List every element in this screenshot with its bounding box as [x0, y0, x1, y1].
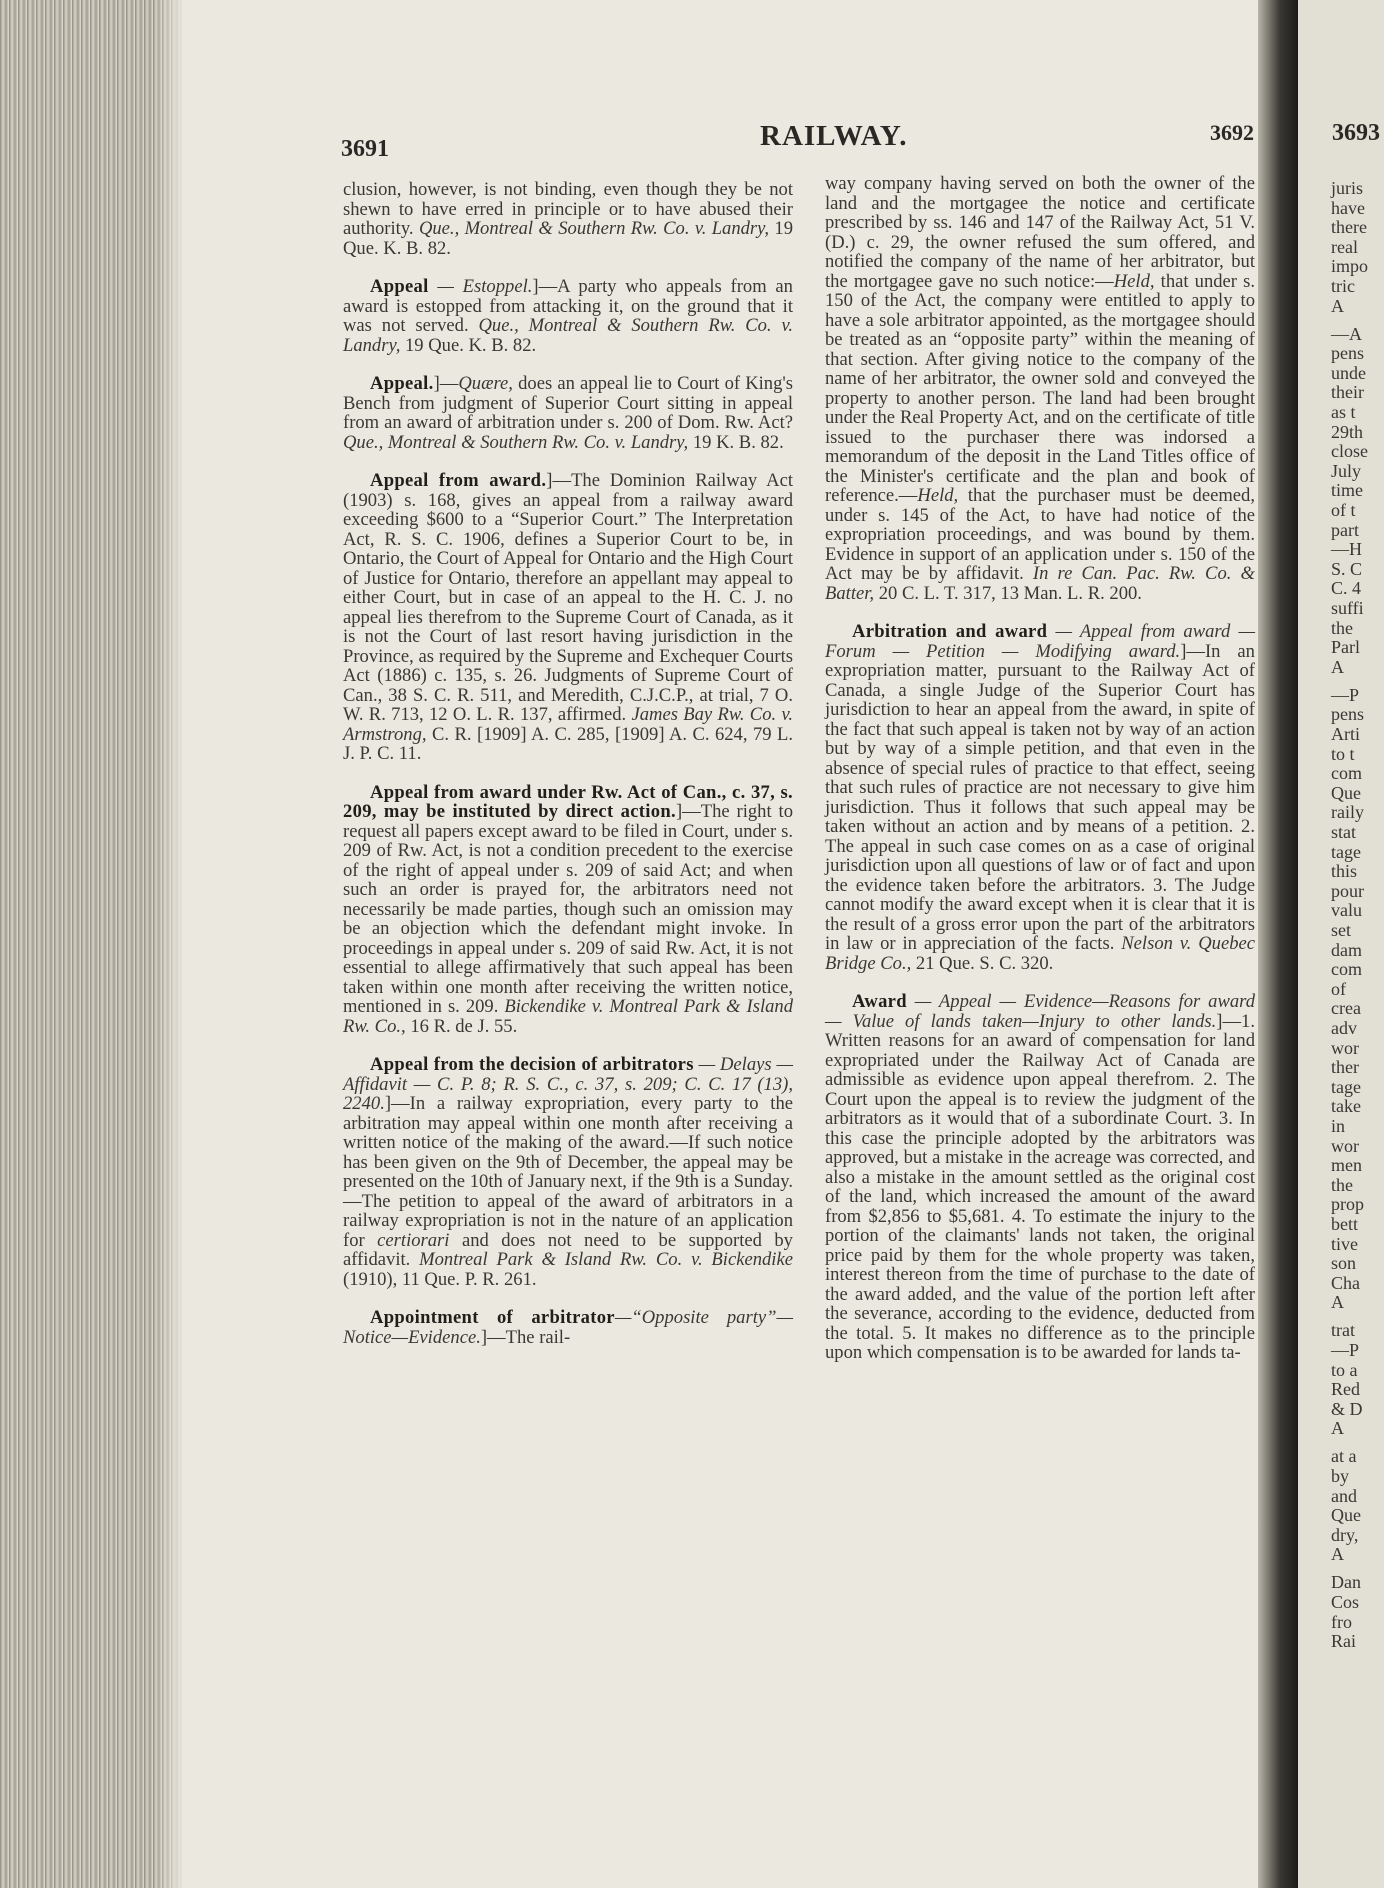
next-page-line: pens: [1331, 343, 1364, 364]
book-gutter: [1258, 0, 1298, 1888]
next-page-line: fro: [1331, 1611, 1352, 1632]
entry-continuation: clusion, however, is not binding, even though they be not shewn to have erred in principle or to have abused their authority. Que., Montreal & Southern Rw. Co. v. Landry, 19 Que. K. B. 82.: [343, 179, 793, 259]
next-page-line: tage: [1331, 1076, 1361, 1097]
next-page-line: Parl: [1331, 637, 1360, 658]
next-page-line: bett: [1331, 1214, 1358, 1234]
next-page-number: 3693: [1332, 120, 1380, 146]
next-page-line: ther: [1331, 1057, 1359, 1078]
next-page-line: to a: [1331, 1359, 1358, 1380]
next-page-line: S. C: [1331, 558, 1363, 579]
next-page-fragment: [1298, 0, 1384, 1888]
next-page-line: there: [1331, 217, 1367, 238]
entry-appeal-estoppel: Appeal — Estoppel.]—A party who appeals from an award is estopped from attacking it, on the ground that it was not served. Que., Montreal & Southern Rw. Co. v. Landry, 19 Que. K. B. 82.: [343, 276, 793, 356]
next-page-line: & D: [1331, 1398, 1363, 1419]
next-page-line: at a: [1331, 1446, 1357, 1467]
next-page-line: men: [1331, 1155, 1362, 1176]
next-page-line: Dan: [1331, 1572, 1361, 1593]
next-page-line: of t: [1331, 500, 1356, 520]
next-page-line: as t: [1331, 402, 1356, 422]
next-page-line: dry,: [1331, 1524, 1359, 1545]
next-page-line: the: [1331, 617, 1353, 638]
next-page-line: wor: [1331, 1037, 1359, 1058]
next-page-line: A: [1331, 1292, 1344, 1313]
next-page-line: time: [1331, 480, 1363, 501]
next-page-line: Red: [1331, 1379, 1360, 1400]
next-page-line: A: [1331, 295, 1344, 316]
next-page-line: com: [1331, 763, 1362, 784]
next-page-line: unde: [1331, 362, 1366, 383]
next-page-line: prop: [1331, 1194, 1364, 1215]
next-page-line: A: [1331, 1544, 1344, 1565]
next-page-line: in: [1331, 1116, 1346, 1136]
next-page-line: to t: [1331, 743, 1355, 764]
entry-appeal-from-award: Appeal from award.]—The Dominion Railway Act (1903) s. 168, gives an appeal from a railway award exceeding $600 to a “Superior Court.” The Interpretation Act, R. S. C. 1906, defines a Superior Court to be, in Ontario, the Court of Appeal for Ontario and the High Court of Justice for Ontario, therefore an appellant may appeal to either Court, but in case of an appeal to the H. C. J. no appeal lies therefrom to the Supreme Court of Canada, as it is not the Court of last resort having jurisdiction in the Province, as required by the Supreme and Exchequer Courts Act (1886) c. 135, s. 26. Judgments of Supreme Court of Can., 38 S. C. R. 511, and Meredith, C.J.C.P., at trial, 7 O. W. R. 713, 12 O. L. R. 137, affirmed. James Bay Rw. Co. v. Armstrong, C. R. [1909] A. C. 285, [1909] A. C. 624, 79 L. J. P. C. 11.: [343, 470, 793, 764]
next-page-line: wor: [1331, 1135, 1359, 1156]
next-page-line: July: [1331, 460, 1362, 481]
next-page-line: tric: [1331, 276, 1355, 296]
next-page-line: impo: [1331, 256, 1369, 277]
next-page-line: pens: [1331, 704, 1364, 725]
next-page-line: —P: [1331, 684, 1360, 705]
next-page-line: the: [1331, 1174, 1353, 1195]
next-page-line: by: [1331, 1466, 1349, 1486]
entry-arbitration-and-award: Arbitration and award — Appeal from award — Forum — Petition — Modifying award.]—In an expropriation matter, pursuant to the Railway Act of Canada, a single Judge of the Superior Court has jurisdiction to hear an appeal from the award, in spite of the fact that such appeal is taken not by way of an action but by way of a simple petition, and that even in the absence of special rules of practice to that effect, seeing that such rules of practice are not necessary to give him jurisdiction. Thus it follows that such appeal may be taken without an action and by means of a petition. 2. The appeal in such case comes on as a case of original jurisdiction upon all questions of law or of fact and upon the evidence taken before the arbitrators. 3. The Judge cannot modify the award except when it is clear that it is the result of a gross error upon the part of the arbitrators in law or in appreciation of the facts. Nelson v. Quebec Bridge Co., 21 Que. S. C. 320.: [825, 621, 1256, 974]
next-page-line: Que: [1331, 782, 1361, 803]
next-page-line: valu: [1331, 900, 1362, 921]
next-page-line: this: [1331, 861, 1358, 882]
next-page-line: suffi: [1331, 598, 1364, 618]
next-page-line: tive: [1331, 1233, 1358, 1254]
next-page-line: Rai: [1331, 1631, 1356, 1652]
next-page-line: tage: [1331, 841, 1361, 862]
entry-continuation-rail: way company having served on both the owner of the land and the mortgagee the notice and certificate prescribed by ss. 146 and 147 of the Railway Act, 51 V. (D.) c. 29, the owner refused the sum offered, and notified the company of the name of her arbitrator, but the mortgagee gave no such notice:—Held, that under s. 150 of the Act, the company were entitled to apply to have a sole arbitrator appointed, as the mortgagee should be treated as an “opposite party” within the meaning of that section. After giving notice to the company of the name of her arbitrator, the owner sold and conveyed the property to another person. The land had been brought under the Real Property Act, and on the certificate of title issued to the purchaser there was indorsed a memorandum of the deposit in the Land Titles office of the Minister's certificate and the plan and book of reference.—Held, that the purchaser must be deemed, under s. 145 of the Act, to have had notice of the expropriation proceedings, and was bound by them. Evidence in support of an application under s. 150 of the Act may be by affidavit. In re Can. Pac. Rw. Co. & Batter, 20 C. L. T. 317, 13 Man. L. R. 200.: [825, 173, 1255, 604]
next-page-line: C. 4: [1331, 578, 1362, 599]
book-page-edges: [0, 0, 185, 1888]
next-page-line: Cha: [1331, 1272, 1360, 1293]
entry-appeal-decision-arbitrators: Appeal from the decision of arbitrators — Delays — Affidavit — C. P. 8; R. S. C., c. 37, s. 209; C. C. 17 (13), 2240.]—In a railway expropriation, every party to the arbitration may appeal within one month after receiving a written notice of the making of the award.—If such notice has been given on the 9th of December, the appeal may be presented on the 10th of January next, if the 9th is a Sunday.—The petition to appeal of the award of arbitrators in a railway expropriation is not in the nature of an application for certiorari and does not need to be supported by affidavit. Montreal Park & Island Rw. Co. v. Bickendike (1910), 11 Que. P. R. 261.: [343, 1054, 793, 1290]
left-column: [343, 180, 793, 1366]
next-page-line: adv: [1331, 1018, 1357, 1038]
next-page-line: crea: [1331, 998, 1361, 1019]
next-page-line: Cos: [1331, 1592, 1360, 1612]
next-page-line: A: [1331, 1418, 1344, 1439]
next-page-line: A: [1331, 656, 1344, 677]
next-page-line: 29th: [1331, 421, 1364, 442]
next-page-line: Que: [1331, 1505, 1361, 1526]
entry-appeal-direct-action: Appeal from award under Rw. Act of Can., c. 37, s. 209, may be instituted by direct action.]—The right to request all papers except award to be filed in Court, under s. 209 of Rw. Act, is not a condition precedent to the exercise of the right of appeal under s. 209 of said Act; and when such an order is prayed for, the arbitrators need not necessarily be made parties, though such an omission may be an objection which the defendant might invoke. In proceedings in appeal under s. 209 of said Rw. Act, it is not essential to allege affirmatively that such appeal has been taken within one month after receiving the written notice, mentioned in s. 209. Bickendike v. Montreal Park & Island Rw. Co., 16 R. de J. 55.: [343, 781, 793, 1037]
next-page-line: pour: [1331, 880, 1364, 901]
next-page-line: part: [1331, 519, 1359, 540]
entry-award-appeal-evidence: Award — Appeal — Evidence—Reasons for award — Value of lands taken—Injury to other lands.]—1. Written reasons for an award of compensation for land expropriated under the Railway Act of Canada are admissible as evidence upon appeal therefrom. 2. The Court upon the appeal is to review the judgment of the arbitrators as it would that of a subordinate Court. 3. In this case the principle adopted by the arbitrators was approved, but a mistake in the acreage was corrected, and also a mistake in the amount settled as the original cost of the land, which increased the amount of the award from $2,856 to $5,681. 4. To estimate the injury to the portion of the claimants' lands not taken, the original price paid by them for the whole property was taken, interest thereon from the time of purchase to the date of the award added, and the value of the portion left after the severance, according to the evidence, deducted from the total. 5. It makes no difference as to the principle upon which compensation is to be awarded for lands ta-: [825, 991, 1255, 1363]
next-page-line: trat: [1331, 1320, 1355, 1341]
next-page-line: real: [1331, 236, 1358, 257]
entry-appointment-arbitrator: Appointment of arbitrator—“Opposite party”—Notice—Evidence.]—The rail-: [343, 1307, 793, 1348]
left-page-number: 3691: [341, 136, 389, 162]
next-page-line: —H: [1331, 539, 1362, 560]
next-page-line: Arti: [1331, 724, 1360, 744]
next-page-line: juris: [1331, 178, 1364, 198]
next-page-line: raily: [1331, 802, 1364, 823]
running-head: RAILWAY.: [760, 120, 908, 152]
entry-appeal-quaere: Appeal.]—Quære, does an appeal lie to Court of King's Bench from judgment of Superior Court sitting in appeal from an award of arbitration under s. 200 of Dom. Rw. Act? Que., Montreal & Southern Rw. Co. v. Landry, 19 K. B. 82.: [343, 373, 793, 453]
next-page-line: —A: [1331, 323, 1362, 344]
next-page-line: and: [1331, 1485, 1357, 1506]
next-page-line: com: [1331, 959, 1362, 980]
next-page-line: of: [1331, 978, 1346, 999]
next-page-line: close: [1331, 441, 1368, 462]
next-page-line: their: [1331, 382, 1364, 403]
next-page-line: have: [1331, 197, 1365, 218]
next-page-line: son: [1331, 1253, 1357, 1274]
right-column: [825, 174, 1255, 1382]
next-page-line: dam: [1331, 939, 1362, 960]
next-page-line: stat: [1331, 822, 1356, 842]
right-page-number: 3692: [1210, 120, 1254, 145]
next-page-line: —P: [1331, 1340, 1360, 1360]
next-page-line: take: [1331, 1096, 1361, 1117]
next-page-line: set: [1331, 920, 1351, 940]
